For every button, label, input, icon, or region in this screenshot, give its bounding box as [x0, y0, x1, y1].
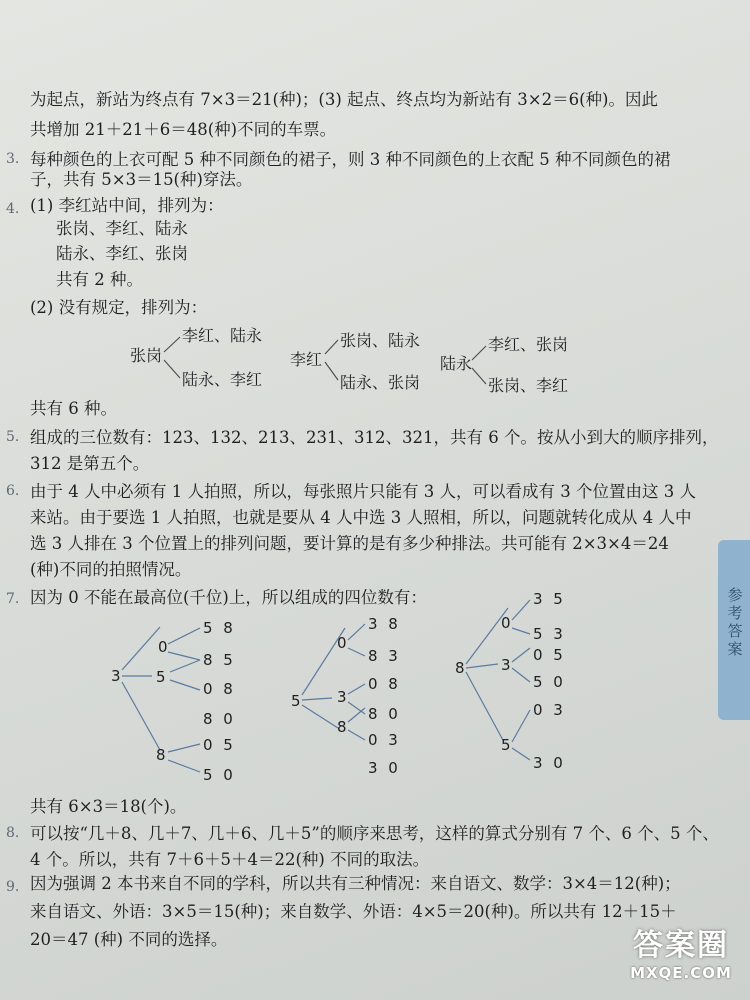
digit-leaf: 0 5 [203, 736, 233, 754]
digit-leaf: 5 0 [203, 766, 233, 784]
text-line: 张岗、李红、陆永 [56, 219, 188, 238]
item-number: 7. [6, 591, 20, 607]
digit-leaf: 8 5 [203, 651, 233, 669]
tree-root: 李红 [290, 350, 323, 369]
text-line: 陆永、李红、张岗 [56, 244, 188, 263]
item-number: 5. [6, 429, 20, 445]
digit-leaf: 3 0 [533, 754, 563, 772]
side-tab-label: 参考答案 [727, 586, 743, 658]
text-line: 组成的三位数有：123、132、213、231、312、321，共有 6 个。按从小到大的顺序排列， [30, 428, 719, 447]
digit-leaf: 5 3 [533, 625, 563, 643]
digit-leaf: 8 0 [203, 710, 233, 728]
tree-branch-bottom: 张岗、李红 [488, 376, 569, 395]
digit-branch: 3 [501, 656, 511, 674]
item-number: 3. [6, 151, 20, 167]
text-line: 由于 4 人中必须有 1 人拍照，所以，每张照片只能有 3 人，可以看成有 3 个位置由这 3 人 [30, 482, 696, 501]
tree-branch-top: 张岗、陆永 [340, 331, 421, 350]
text-line: 每种颜色的上衣可配 5 种不同颜色的裙子，则 3 种不同颜色的上衣配 5 种不同颜色的裙 [30, 150, 671, 169]
digit-leaf: 8 3 [368, 647, 398, 665]
item-number: 4. [6, 201, 20, 217]
text-line: 共有 6 种。 [30, 399, 117, 418]
text-line: 20＝47 (种) 不同的选择。 [30, 930, 228, 949]
text-line: 来站。由于要选 1 人拍照，也就是要从 4 人中选 3 人照相，所以，问题就转化成从 4 人中 [30, 508, 692, 527]
digit-root: 8 [455, 659, 465, 677]
digit-leaf: 8 0 [368, 705, 398, 723]
watermark-url: MXQE.COM [630, 964, 732, 982]
digit-leaf: 3 5 [533, 590, 563, 608]
item-number: 6. [6, 483, 20, 499]
digit-branch: 0 [501, 614, 511, 632]
digit-leaf: 0 3 [368, 731, 398, 749]
text-line: 因为 0 不能在最高位(千位)上，所以组成的四位数有： [30, 588, 427, 607]
item-number: 8. [6, 825, 20, 841]
text-line: 共有 6×3＝18(个)。 [30, 797, 187, 816]
digit-branch: 5 [501, 736, 511, 754]
watermark-logo: 答案圈 [633, 928, 729, 963]
digit-leaf: 5 8 [203, 619, 233, 637]
digit-leaf: 3 0 [368, 759, 398, 777]
digit-leaf: 0 8 [368, 675, 398, 693]
text-line: 4 个。所以，共有 7＋6＋5＋4＝22(种) 不同的取法。 [30, 850, 430, 869]
digit-branch: 0 [158, 638, 168, 656]
item-number: 9. [6, 879, 20, 895]
digit-branch: 8 [156, 746, 166, 764]
tree-branch-top: 李红、陆永 [182, 326, 263, 345]
text-line: 共有 2 种。 [56, 270, 143, 289]
digit-root: 3 [111, 667, 121, 685]
text-line: (1) 李红站中间，排列为： [30, 196, 224, 215]
digit-leaf: 0 5 [533, 646, 563, 664]
digit-branch: 5 [156, 668, 166, 686]
digit-leaf: 0 8 [203, 680, 233, 698]
tree-branch-top: 李红、张岗 [488, 335, 569, 354]
text-line: 共增加 21＋21＋6＝48(种)不同的车票。 [30, 120, 337, 139]
text-line: 来自语文、外语：3×5＝15(种)；来自数学、外语：4×5＝20(种)。所以共有 12＋15＋ [30, 902, 677, 921]
text-line: 为起点，新站为终点有 7×3＝21(种)；(3) 起点、终点均为新站有 3×2＝6(种)。因此 [30, 90, 658, 109]
text-line: 选 3 人排在 3 个位置上的排列问题，要计算的是有多少种排法。共可能有 2×3×4＝24 [30, 534, 669, 553]
digit-branch: 3 [337, 688, 347, 706]
text-line: (种)不同的拍照情况。 [30, 560, 192, 579]
tree-root: 张岗 [130, 346, 163, 365]
tree-branch-bottom: 陆永、李红 [182, 370, 263, 389]
digit-leaf: 5 0 [533, 673, 563, 691]
text-line: 子，共有 5×3＝15(种)穿法。 [30, 170, 253, 189]
digit-leaf: 3 8 [368, 615, 398, 633]
tree-root: 陆永 [440, 354, 473, 373]
digit-leaf: 0 3 [533, 701, 563, 719]
tree-branch-bottom: 陆永、张岗 [340, 373, 421, 392]
watermark [618, 920, 744, 982]
digit-root: 5 [291, 692, 301, 710]
text-line: (2) 没有规定，排列为： [30, 298, 208, 317]
text-line: 312 是第五个。 [30, 454, 150, 473]
digit-branch: 8 [337, 718, 347, 736]
text-line: 因为强调 2 本书来自不同的学科，所以共有三种情况：来自语文、数学：3×4＝12(种)； [30, 874, 681, 893]
digit-branch: 0 [337, 634, 347, 652]
text-line: 可以按“几＋8、几＋7、几＋6、几＋5”的顺序来思考，这样的算式分别有 7 个、6 个、5 个、 [30, 824, 719, 843]
